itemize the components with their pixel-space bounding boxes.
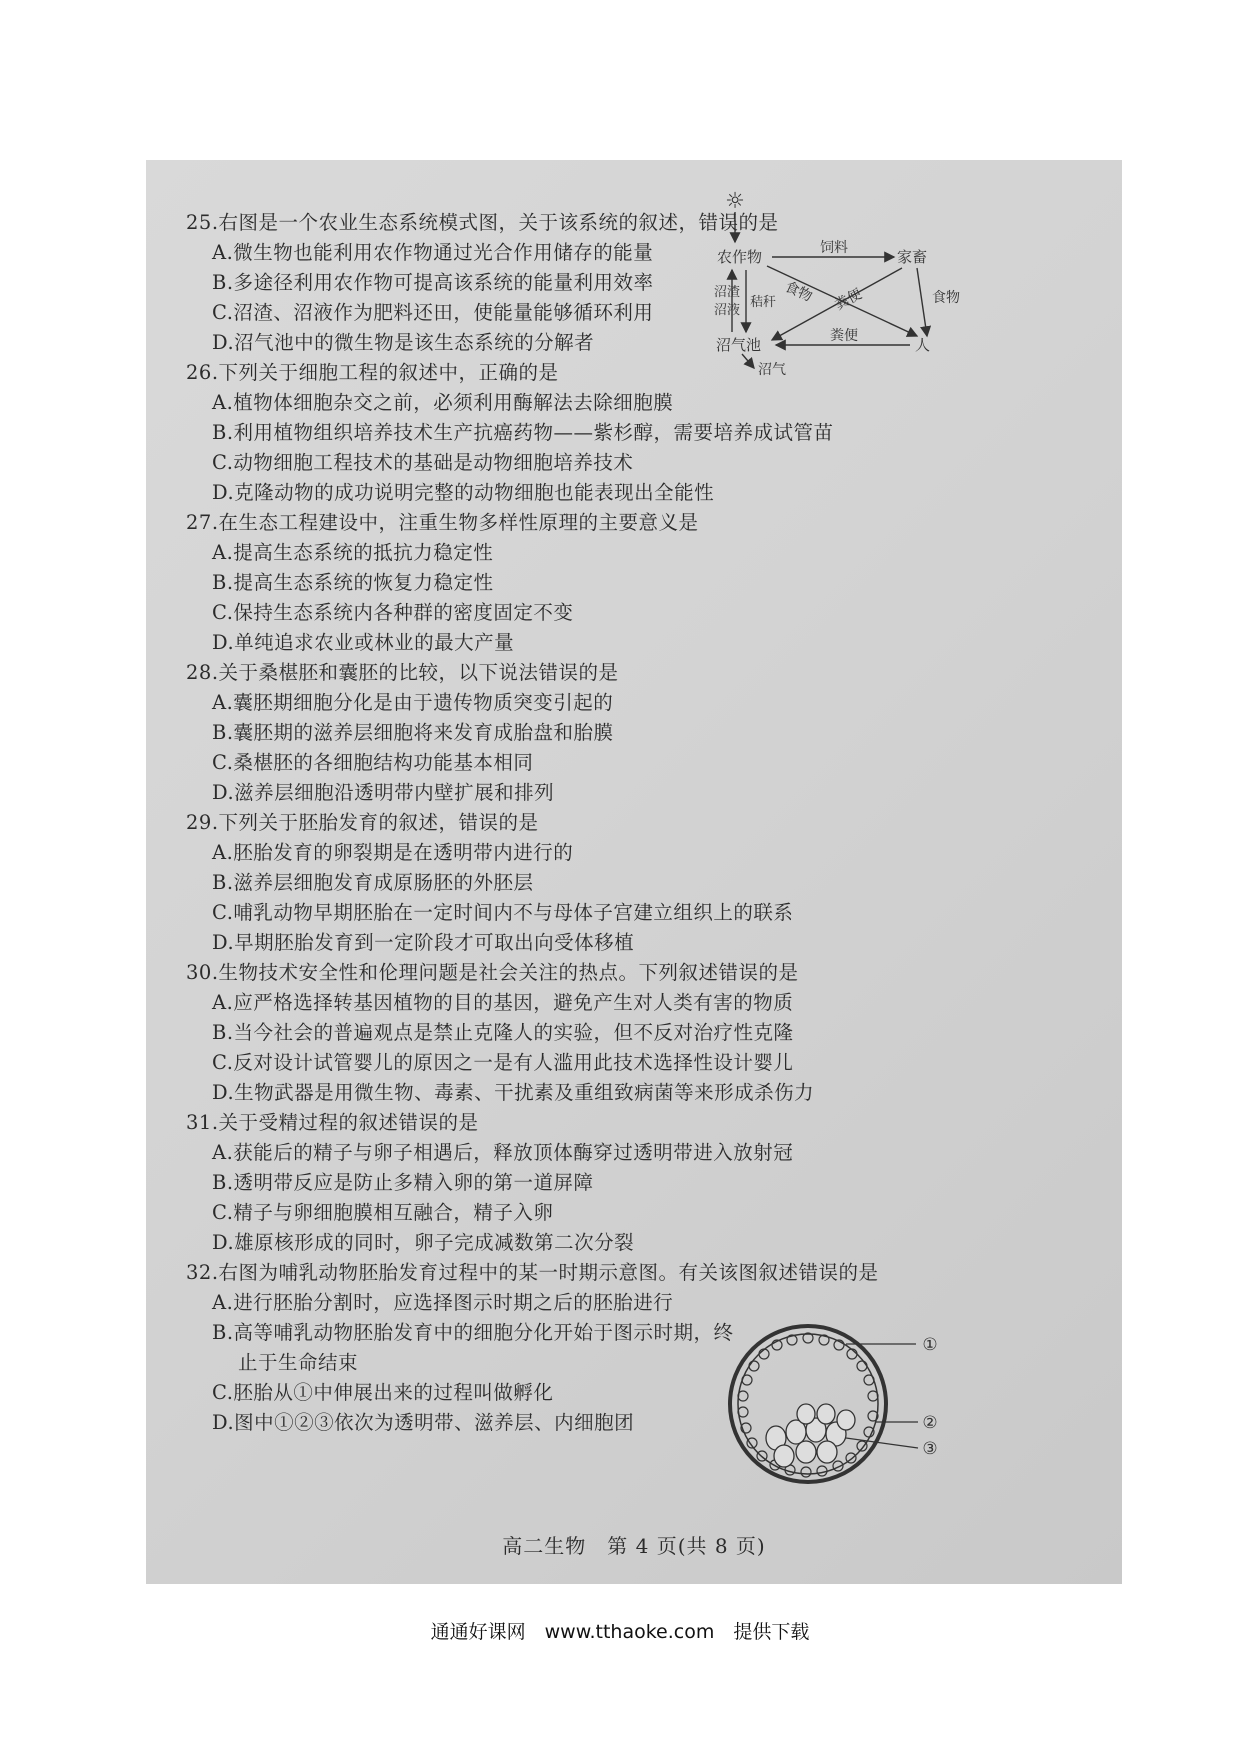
question-stem: 25.右图是一个农业生态系统模式图，关于该系统的叙述，错误的是 — [186, 211, 779, 234]
question-stem: 27.在生态工程建设中，注重生物多样性原理的主要意义是 — [186, 511, 699, 534]
question-stem: 31.关于受精过程的叙述错误的是 — [186, 1111, 479, 1134]
node-biogas-digester: 沼气池 — [716, 336, 762, 354]
option-d: D.雄原核形成的同时，卵子完成减数第二次分裂 — [212, 1231, 635, 1254]
agricultural-ecosystem-diagram — [712, 189, 960, 380]
label-trophoblast: ② — [922, 1413, 938, 1433]
question-27 — [186, 508, 699, 658]
option-a: A.进行胚胎分割时，应选择图示时期之后的胚胎进行 — [212, 1291, 674, 1314]
option-c: C.沼渣、沼液作为肥料还田，使能量能够循环利用 — [212, 301, 654, 324]
blastocyst-diagram — [726, 1320, 946, 1490]
exam-page-photo — [146, 160, 1122, 1584]
question-28 — [186, 658, 619, 808]
option-b: B.多途径利用农作物可提高该系统的能量利用效率 — [212, 271, 654, 294]
option-a: A.植物体细胞杂交之前，必须利用酶解法去除细胞膜 — [212, 391, 674, 414]
option-c: C.哺乳动物早期胚胎在一定时间内不与母体子宫建立组织上的联系 — [212, 901, 794, 924]
option-a: A.囊胚期细胞分化是由于遗传物质突变引起的 — [212, 691, 614, 714]
question-stem: 32.右图为哺乳动物胚胎发育过程中的某一时期示意图。有关该图叙述错误的是 — [186, 1261, 879, 1284]
edge-feed: 饲料 — [820, 240, 848, 256]
option-d: D.生物武器是用微生物、毒素、干扰素及重组致病菌等来形成杀伤力 — [212, 1081, 815, 1104]
question-stem: 28.关于桑椹胚和囊胚的比较，以下说法错误的是 — [186, 661, 619, 684]
option-a: A.胚胎发育的卵裂期是在透明带内进行的 — [212, 841, 574, 864]
edge-straw: 秸秆 — [750, 295, 777, 310]
biogas-output: 沼气 — [758, 362, 786, 378]
question-31 — [186, 1108, 793, 1258]
sun-icon: ☼ — [725, 189, 745, 214]
option-a: A.获能后的精子与卵子相遇后，释放顶体酶穿过透明带进入放射冠 — [212, 1141, 794, 1164]
option-c: C.精子与卵细胞膜相互融合，精子入卵 — [212, 1201, 554, 1224]
option-c: C.桑椹胚的各细胞结构功能基本相同 — [212, 751, 534, 774]
watermark-text: 通通好课网 www.tthaoke.com 提供下载 — [430, 1621, 810, 1643]
option-c: C.保持生态系统内各种群的密度固定不变 — [212, 601, 574, 624]
option-d: D.滋养层细胞沿透明带内壁扩展和排列 — [212, 781, 555, 804]
option-d: D.沼气池中的微生物是该生态系统的分解者 — [212, 331, 595, 354]
edge-food-crops: 食物 — [782, 279, 815, 306]
question-stem: 26.下列关于细胞工程的叙述中，正确的是 — [186, 361, 559, 384]
option-b: B.高等哺乳动物胚胎发育中的细胞分化开始于图示时期，终 — [212, 1321, 734, 1344]
node-crops: 农作物 — [717, 248, 763, 266]
edge-food-livestock: 食物 — [932, 290, 960, 306]
question-25 — [186, 208, 779, 358]
option-c: C.胚胎从①中伸展出来的过程叫做孵化 — [212, 1381, 554, 1404]
option-d: D.图中①②③依次为透明带、滋养层、内细胞团 — [212, 1411, 635, 1434]
option-b: B.当今社会的普遍观点是禁止克隆人的实验，但不反对治疗性克隆 — [212, 1021, 794, 1044]
option-d: D.克隆动物的成功说明完整的动物细胞也能表现出全能性 — [212, 481, 715, 504]
node-human: 人 — [915, 336, 931, 354]
option-c: C.反对设计试管婴儿的原因之一是有人滥用此技术选择性设计婴儿 — [212, 1051, 794, 1074]
question-stem: 30.生物技术安全性和伦理问题是社会关注的热点。下列叙述错误的是 — [186, 961, 799, 984]
option-d: D.单纯追求农业或林业的最大产量 — [212, 631, 515, 654]
page-footer: 高二生物 第 4 页(共 8 页) — [502, 1534, 766, 1558]
option-c: C.动物细胞工程技术的基础是动物细胞培养技术 — [212, 451, 634, 474]
edge-biogas-residue: 沼渣 — [714, 285, 741, 300]
option-b-continued: 止于生命结束 — [238, 1351, 359, 1374]
node-livestock: 家畜 — [897, 248, 928, 266]
question-30 — [186, 958, 814, 1108]
option-b: B.滋养层细胞发育成原肠胚的外胚层 — [212, 871, 534, 894]
option-b: B.囊胚期的滋养层细胞将来发育成胎盘和胎膜 — [212, 721, 614, 744]
question-29 — [186, 808, 793, 958]
option-b: B.提高生态系统的恢复力稳定性 — [212, 571, 494, 594]
option-b: B.利用植物组织培养技术生产抗癌药物——紫杉醇，需要培养成试管苗 — [212, 421, 834, 444]
question-26 — [186, 358, 834, 508]
label-zona-pellucida: ① — [922, 1335, 938, 1355]
option-a: A.微生物也能利用农作物通过光合作用储存的能量 — [212, 241, 654, 264]
option-a: A.应严格选择转基因植物的目的基因，避免产生对人类有害的物质 — [212, 991, 794, 1014]
label-inner-cell-mass: ③ — [922, 1439, 938, 1459]
option-d: D.早期胚胎发育到一定阶段才可取出向受体移植 — [212, 931, 635, 954]
question-stem: 29.下列关于胚胎发育的叙述，错误的是 — [186, 811, 539, 834]
option-a: A.提高生态系统的抵抗力稳定性 — [212, 541, 494, 564]
edge-biogas-slurry: 沼液 — [714, 303, 741, 318]
edge-manure-livestock: 粪便 — [832, 286, 865, 314]
option-b: B.透明带反应是防止多精入卵的第一道屏障 — [212, 1171, 594, 1194]
edge-manure-human: 粪便 — [830, 328, 858, 344]
